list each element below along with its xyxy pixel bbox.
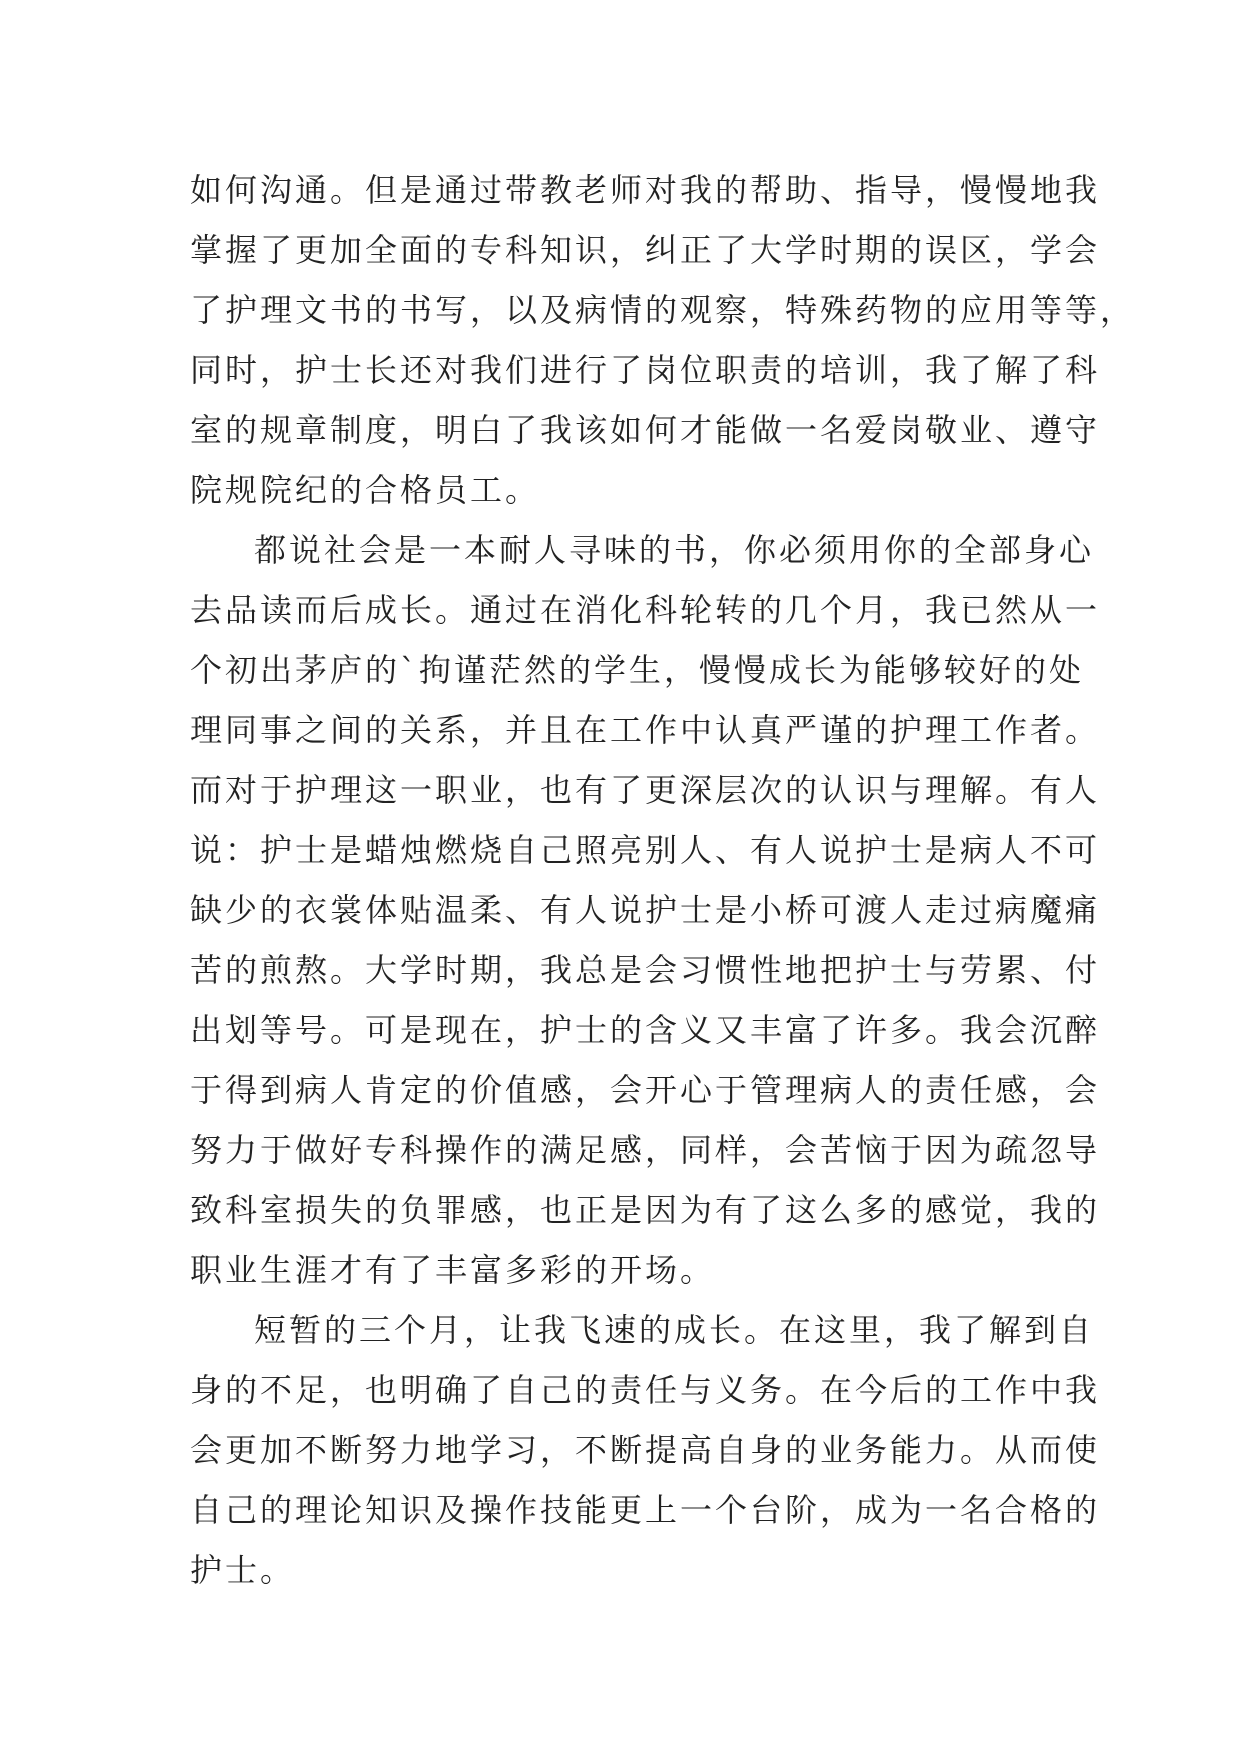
text-line: 同时，护士长还对我们进行了岗位职责的培训，我了解了科	[190, 351, 1101, 389]
text-line: 院规院纪的合格员工。	[190, 471, 541, 509]
text-line: 理同事之间的关系，并且在工作中认真严谨的护理工作者。	[190, 711, 1101, 749]
text-line: 短暂的三个月，让我飞速的成长。在这里，我了解到自	[254, 1311, 1095, 1349]
paragraph-1	[190, 160, 1136, 520]
text-line: 个初出茅庐的`拘谨茫然的学生，慢慢成长为能够较好的处	[190, 651, 1085, 689]
text-line: 而对于护理这一职业，也有了更深层次的认识与理解。有人	[190, 771, 1101, 809]
text-line: 致科室损失的负罪感，也正是因为有了这么多的感觉，我的	[190, 1191, 1101, 1229]
text-line: 掌握了更加全面的专科知识，纠正了大学时期的误区，学会	[190, 231, 1101, 269]
paragraph-3	[190, 1300, 1101, 1600]
text-line: 于得到病人肯定的价值感，会开心于管理病人的责任感，会	[190, 1071, 1101, 1109]
text-line: 会更加不断努力地学习，不断提高自身的业务能力。从而使	[190, 1431, 1101, 1469]
text-line: 缺少的衣裳体贴温柔、有人说护士是小桥可渡人走过病魔痛	[190, 891, 1101, 929]
text-line: 说：护士是蜡烛燃烧自己照亮别人、有人说护士是病人不可	[190, 831, 1101, 869]
text-line: 自己的理论知识及操作技能更上一个台阶，成为一名合格的	[190, 1491, 1101, 1529]
text-line: 室的规章制度，明白了我该如何才能做一名爱岗敬业、遵守	[190, 411, 1101, 449]
text-line: 去品读而后成长。通过在消化科轮转的几个月，我已然从一	[190, 591, 1101, 629]
text-line: 努力于做好专科操作的满足感，同样，会苦恼于因为疏忽导	[190, 1131, 1101, 1169]
text-line: 护士。	[190, 1551, 296, 1589]
text-line: 了护理文书的书写，以及病情的观察，特殊药物的应用等等，	[190, 291, 1136, 329]
text-line: 都说社会是一本耐人寻味的书，你必须用你的全部身心	[254, 531, 1095, 569]
document-body	[190, 160, 1136, 1600]
text-line: 身的不足，也明确了自己的责任与义务。在今后的工作中我	[190, 1371, 1101, 1409]
text-line: 如何沟通。但是通过带教老师对我的帮助、指导，慢慢地我	[190, 171, 1101, 209]
text-line: 职业生涯才有了丰富多彩的开场。	[190, 1251, 716, 1289]
text-line: 苦的煎熬。大学时期，我总是会习惯性地把护士与劳累、付	[190, 951, 1101, 989]
text-line: 出划等号。可是现在，护士的含义又丰富了许多。我会沉醉	[190, 1011, 1101, 1049]
paragraph-2	[190, 520, 1101, 1300]
